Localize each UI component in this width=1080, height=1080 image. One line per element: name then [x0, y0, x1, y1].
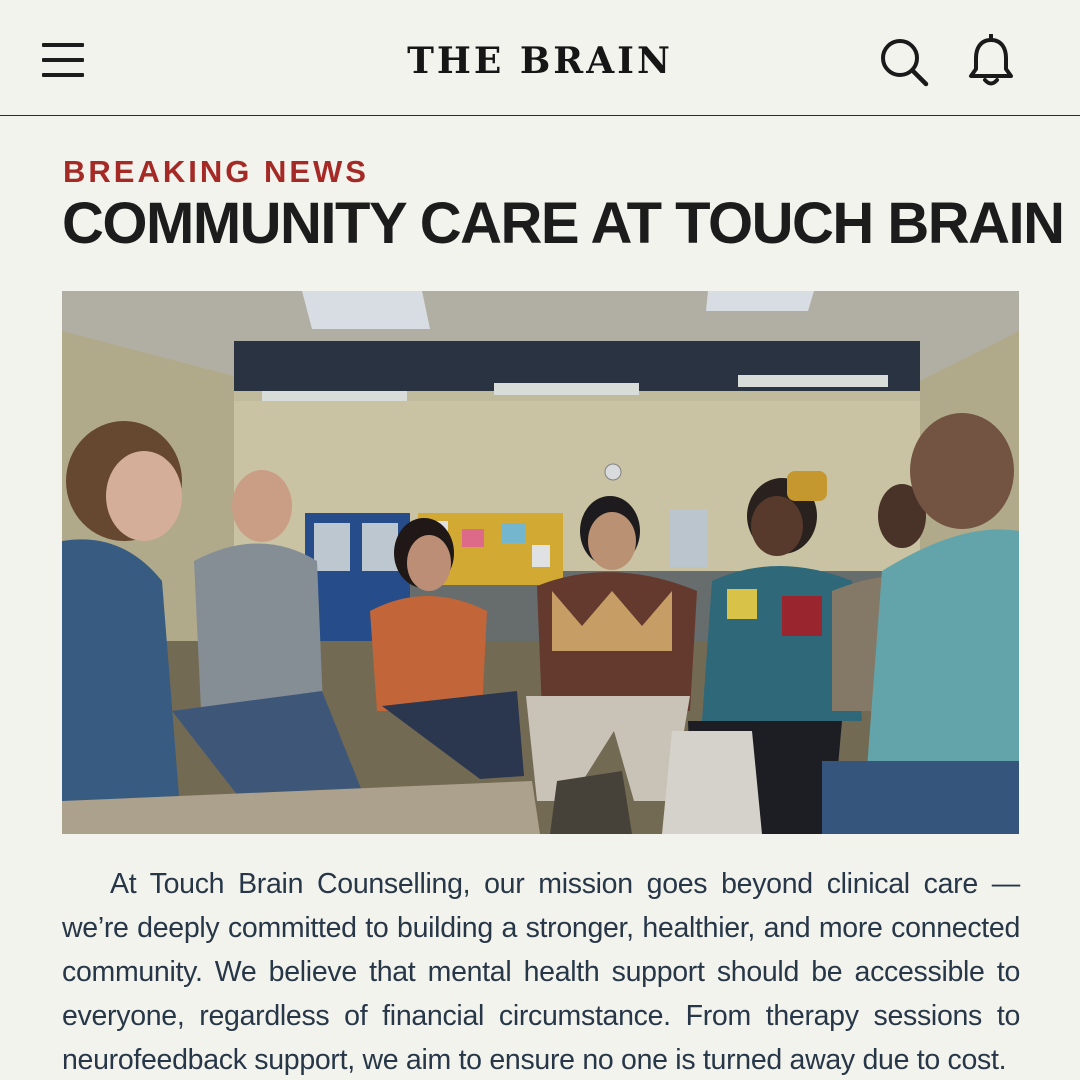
- article-headline: COMMUNITY CARE AT TOUCH BRAIN: [62, 191, 1064, 256]
- article-photo-group-session: [62, 291, 1019, 834]
- search-icon[interactable]: [878, 36, 930, 88]
- breaking-news-label: BREAKING NEWS: [63, 154, 369, 189]
- bell-icon[interactable]: [966, 34, 1016, 88]
- site-brand-title[interactable]: THE BRAIN: [407, 40, 673, 82]
- article-body-paragraph: At Touch Brain Counselling, our mission goes beyond clinical care — we’re deeply committed to building a stronger, healthier, and more connected community. We believe that mental health support should be accessible to everyone, regardless of financial circumstance. From therapy sessions to neurofeedback support, we aim to ensure no one is turned away due to cost.: [62, 868, 1020, 1076]
- top-navigation-bar: [0, 0, 1080, 116]
